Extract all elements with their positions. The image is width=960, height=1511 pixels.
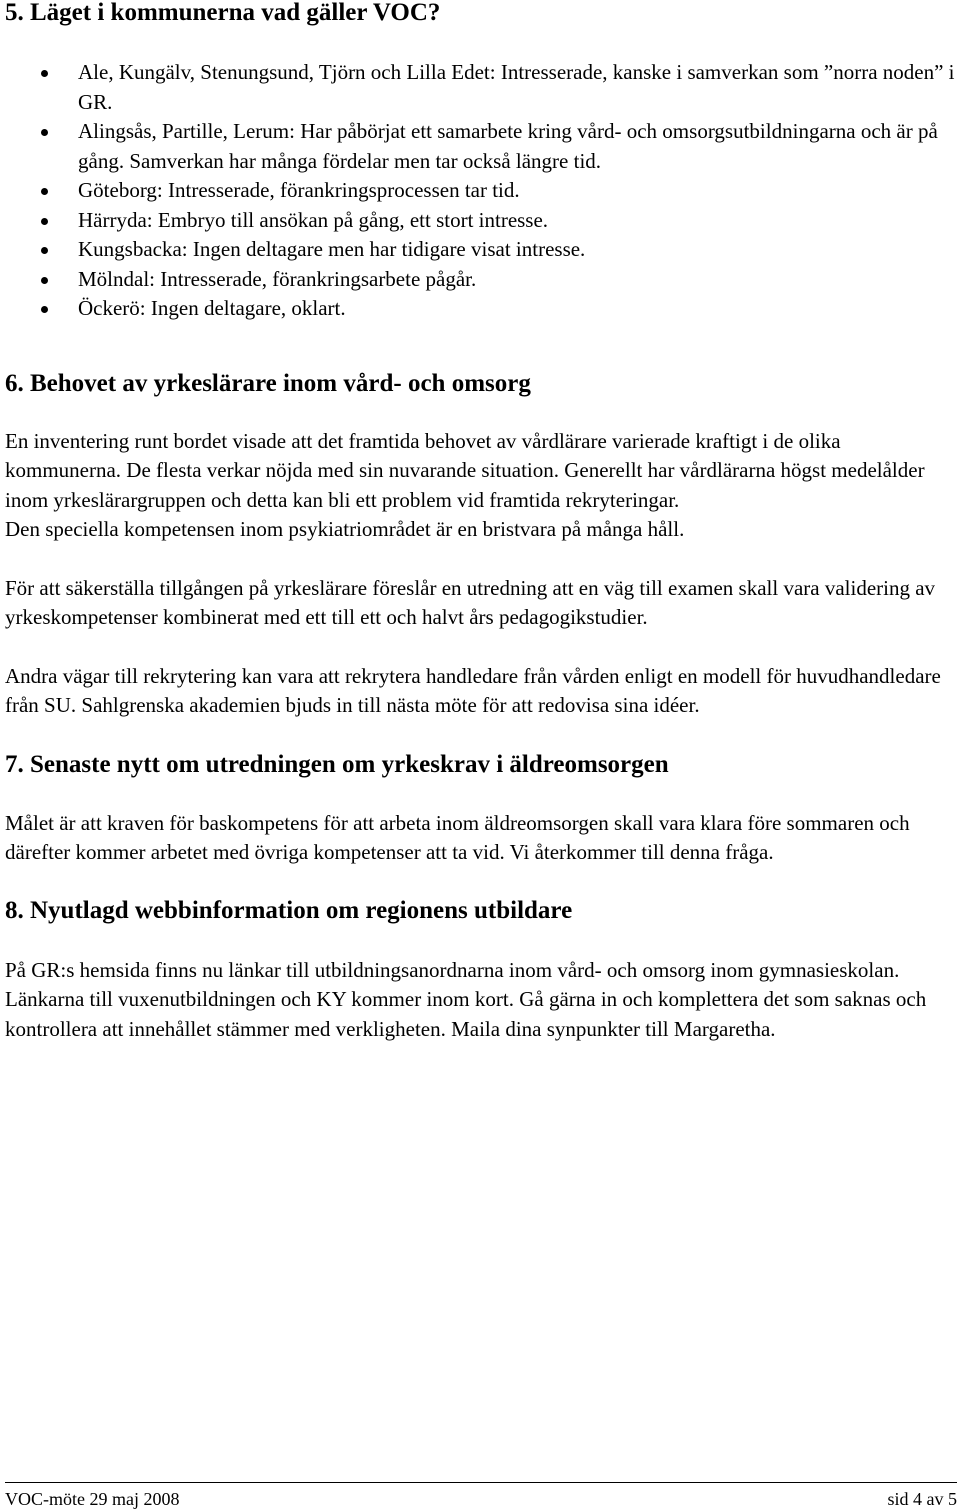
bullet-icon <box>41 247 48 254</box>
section-6-heading: 6. Behovet av yrkeslärare inom vård- och omsorg <box>5 369 531 397</box>
section-8-paragraph: På GR:s hemsida finns nu länkar till utbildningsanordnarna inom vård- och omsorg inom gymnasieskolan. Länkarna till vuxenutbildningen och KY kommer inom kort. Gå gärna in och komplettera det som saknas och kontrollera att innehållet stämmer med verkligheten. Maila dina synpunkter till Margaretha. <box>5 957 927 1041</box>
bullet-icon <box>41 188 48 195</box>
list-item: Ale, Kungälv, Stenungsund, Tjörn och Lilla Edet: Intresserade, kanske i samverkan som ”norra noden” i GR. <box>5 58 955 117</box>
list-item: Göteborg: Intresserade, förankringsprocessen tar tid. <box>5 176 955 206</box>
list-item: Härryda: Embryo till ansökan på gång, ett stort intresse. <box>5 206 955 236</box>
bullet-icon <box>41 70 48 77</box>
section-6-paragraph-1: En inventering runt bordet visade att det framtida behovet av vårdlärare varierade kraftigt i de olika kommunerna. De flesta verkar nöjda med sin nuvarande situation. Generellt har vårdlärarna högst medelålder inom yrkeslärargruppen och detta kan bli ett problem vid framtida rekryteringar. Den speciella kompetensen inom psykiatriområdet är en bristvara på många håll. <box>5 428 925 541</box>
bullet-icon <box>41 277 48 284</box>
list-item: Kungsbacka: Ingen deltagare men har tidigare visat intresse. <box>5 235 955 265</box>
list-item: Öckerö: Ingen deltagare, oklart. <box>5 294 955 324</box>
section-8-heading: 8. Nyutlagd webbinformation om regionens utbildare <box>5 896 573 924</box>
footer-meeting-date: VOC-möte 29 maj 2008 <box>5 1489 180 1509</box>
bullet-icon <box>41 218 48 225</box>
bullet-icon <box>41 306 48 313</box>
section-6-paragraph-2: För att säkerställa tillgången på yrkeslärare föreslår en utredning att en väg till examen skall vara validering av yrkeskompetenser kombinerat med ett till ett och halvt års pedagogikstudier. <box>5 575 936 629</box>
list-item: Mölndal: Intresserade, förankringsarbete pågår. <box>5 265 955 295</box>
document-page <box>5 0 955 1044</box>
page-footer <box>5 1482 957 1510</box>
footer-page-number: sid 4 av 5 <box>887 1489 957 1509</box>
section-7-paragraph: Målet är att kraven för baskompetens för att arbeta inom äldreomsorgen skall vara klara före sommaren och därefter kommer arbetet med övriga kompetenser att ta vid. Vi återkommer till denna fråga. <box>5 810 910 864</box>
list-item: Alingsås, Partille, Lerum: Har påbörjat ett samarbete kring vård- och omsorgsutbildningarna och är på gång. Samverkan har många fördelar men tar också längre tid. <box>5 117 955 176</box>
municipality-status-list <box>5 58 955 324</box>
section-6-paragraph-3: Andra vägar till rekrytering kan vara att rekrytera handledare från vården enligt en modell för huvudhandledare från SU. Sahlgrenska akademien bjuds in till nästa möte för att redovisa sina idéer. <box>5 663 941 717</box>
section-7-heading: 7. Senaste nytt om utredningen om yrkeskrav i äldreomsorgen <box>5 750 669 778</box>
bullet-icon <box>41 129 48 136</box>
section-5-heading: 5. Läget i kommunerna vad gäller VOC? <box>5 0 441 26</box>
